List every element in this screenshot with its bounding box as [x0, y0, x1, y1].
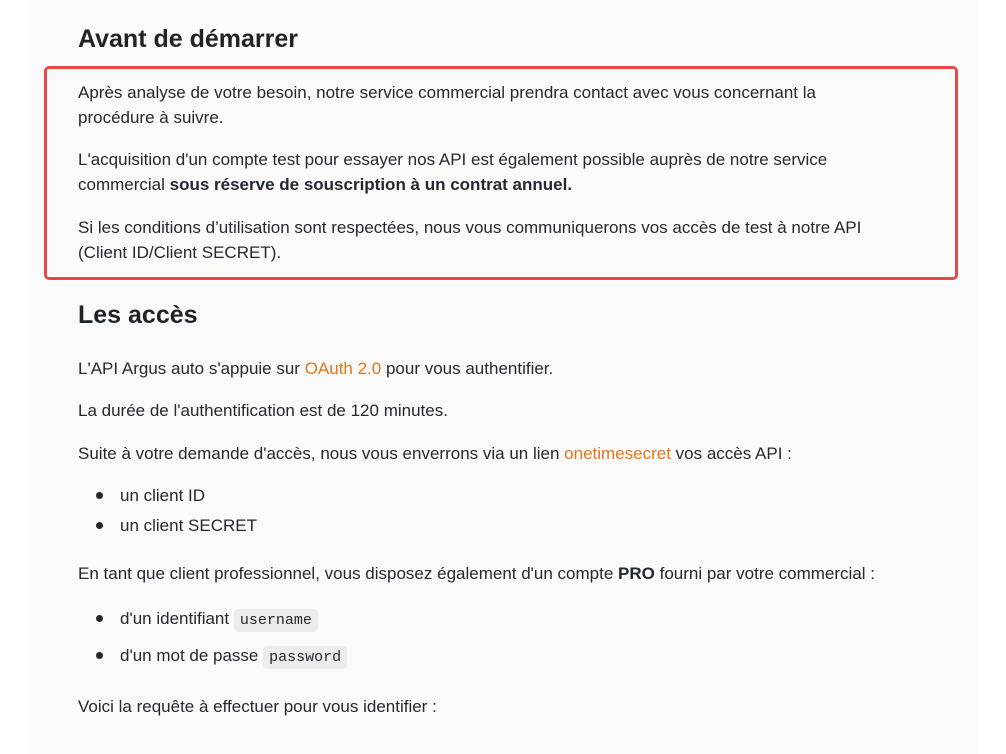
callout-paragraph-3-line-2: (Client ID/Client SECRET). — [78, 243, 282, 262]
pro-paragraph — [78, 561, 875, 586]
pro-bold: PRO — [618, 564, 655, 583]
password-prefix: d'un mot de passe — [120, 646, 264, 665]
request-suffix: vos accès API : — [670, 444, 792, 463]
bullet-icon — [96, 615, 103, 622]
username-prefix: d'un identifiant — [120, 609, 234, 628]
list-item-username — [120, 606, 318, 633]
oauth-suffix: pour vous authentifier. — [381, 359, 554, 378]
request-prefix: Suite à votre demande d'accès, nous vous enverrons via un lien — [78, 444, 565, 463]
section-title-access: Les accès — [78, 301, 198, 329]
pro-suffix: fourni par votre commercial : — [654, 564, 876, 583]
duration-paragraph: La durée de l'authentification est de 120 minutes. — [78, 401, 448, 420]
oauth-prefix: L'API Argus auto s'appuie sur — [78, 359, 305, 378]
callout-paragraph-2-bold: sous réserve de souscription à un contrat annuel. — [169, 175, 573, 194]
callout-paragraph-2-line-2 — [78, 172, 572, 197]
oauth-paragraph — [78, 356, 553, 381]
section-title-before: Avant de démarrer — [78, 25, 298, 53]
callout-paragraph-2-prefix: commercial — [78, 175, 170, 194]
password-code: password — [263, 646, 347, 669]
list-item-client-secret: un client SECRET — [120, 516, 257, 535]
bullet-icon — [96, 652, 103, 659]
list-item-password — [120, 643, 347, 670]
callout-paragraph-2-line-1: L'acquisition d'un compte test pour essayer nos API est également possible auprès de notre service — [78, 150, 828, 169]
list-item-client-id: un client ID — [120, 486, 206, 505]
oauth-link[interactable]: OAuth 2.0 — [304, 359, 382, 378]
callout-paragraph-1-line-1: Après analyse de votre besoin, notre service commercial prendra contact avec vous concernant la — [78, 83, 816, 102]
callout-paragraph-3-line-1: Si les conditions d’utilisation sont respectées, nous vous communiquerons vos accès de test à notre API — [78, 218, 862, 237]
pro-prefix: En tant que client professionnel, vous disposez également d'un compte — [78, 564, 619, 583]
callout-paragraph-1-line-2: procédure à suivre. — [78, 108, 224, 127]
username-code: username — [234, 609, 318, 632]
request-paragraph — [78, 441, 792, 466]
bullet-icon — [96, 492, 103, 499]
final-paragraph: Voici la requête à effectuer pour vous identifier : — [78, 697, 437, 716]
bullet-icon — [96, 522, 103, 529]
onetimesecret-link[interactable]: onetimesecret — [564, 444, 671, 463]
